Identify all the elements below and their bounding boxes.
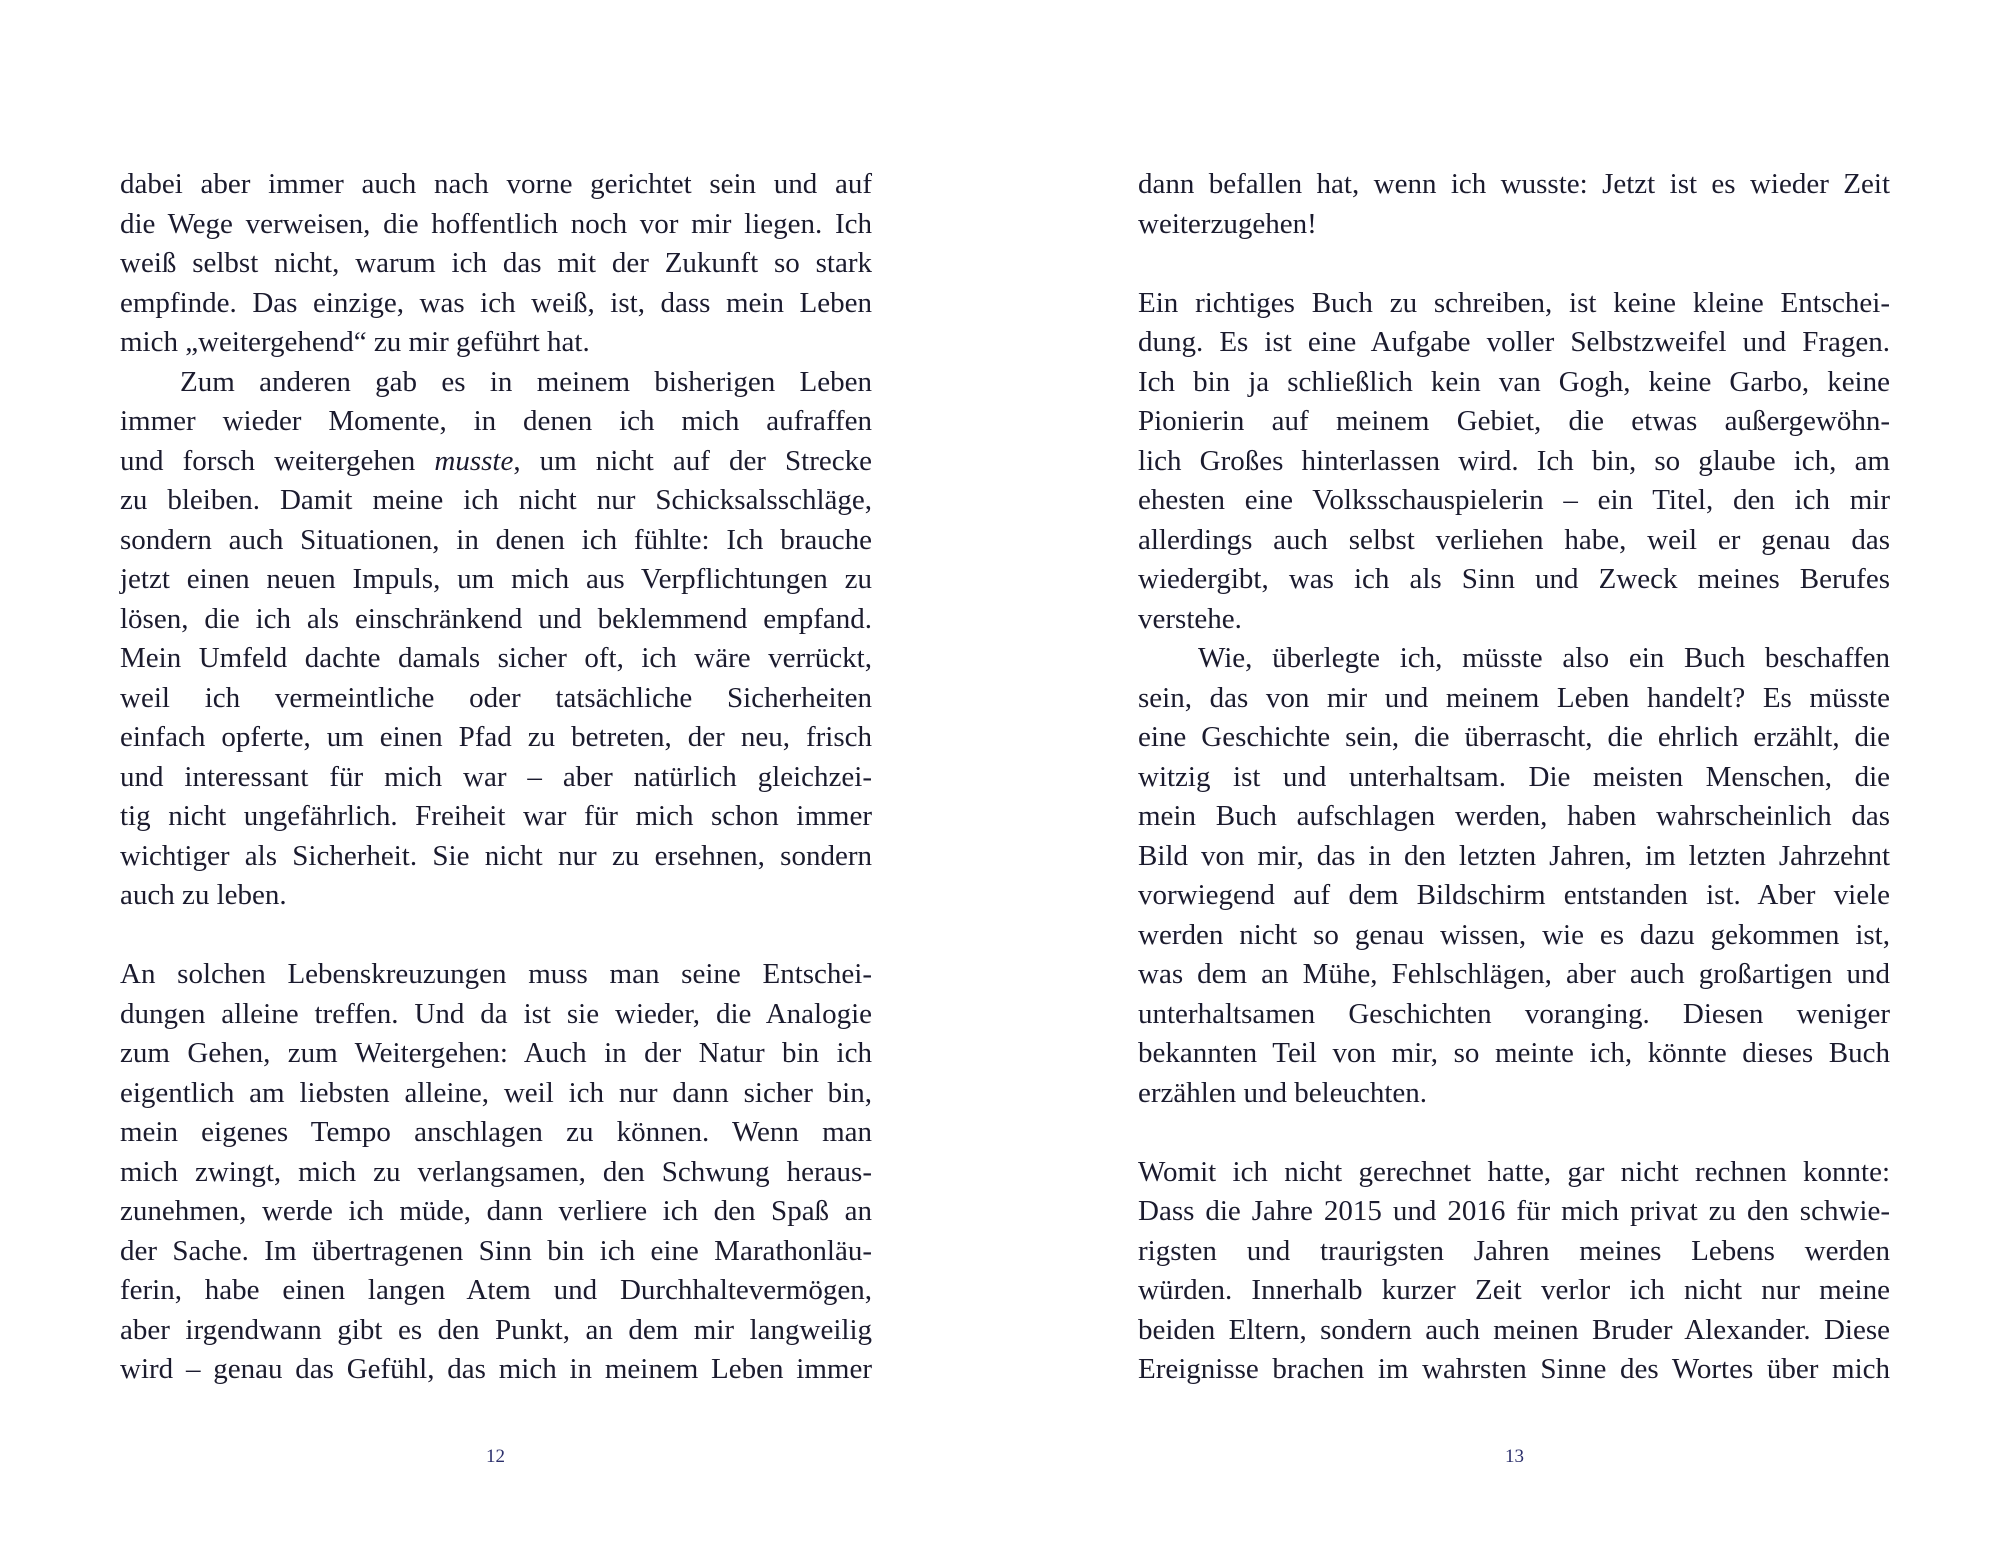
text-line: weiterzugehen! (1138, 207, 1317, 240)
text-line: Ereignisse brachen im wahrsten Sinne des Wortes über mich (1138, 1353, 1890, 1385)
text-line (120, 442, 872, 482)
text-line: dabei aber immer auch nach vorne gerichtet sein und auf (120, 168, 872, 200)
text-line: aber irgendwann gibt es den Punkt, an dem mir langweilig (120, 1313, 872, 1346)
text-line: mein Buch aufschlagen werden, haben wahrscheinlich das (1138, 800, 1890, 832)
text-line: lösen, die ich als einschränkend und beklemmend empfand. (120, 602, 872, 635)
text-line: ehesten eine Volksschauspielerin – ein Titel, den ich mir (1138, 484, 1890, 516)
text-line: sondern auch Situationen, in denen ich fühlte: Ich brauche (120, 523, 872, 556)
text-line: wiedergibt, was ich als Sinn und Zweck meines Berufes (1138, 563, 1890, 595)
text-line: verstehe. (1138, 602, 1242, 635)
text-line: Dass die Jahre 2015 und 2016 für mich privat zu den schwie- (1138, 1195, 1890, 1227)
text-line: was dem an Mühe, Fehlschlägen, aber auch großartigen und (1138, 958, 1890, 990)
text-line: vorwiegend auf dem Bildschirm entstanden ist. Aber viele (1138, 879, 1890, 911)
text-line: rigsten und traurigsten Jahren meines Lebens werden (1138, 1234, 1890, 1267)
right-page-text (1138, 165, 1890, 1390)
text-line: Ein richtiges Buch zu schreiben, ist keine kleine Entschei- (1138, 286, 1890, 319)
text-line: beiden Eltern, sondern auch meinen Bruder Alexander. Diese (1138, 1313, 1890, 1346)
text-line: einfach opferte, um einen Pfad zu betreten, der neu, frisch (120, 721, 872, 753)
text-line: An solchen Lebenskreuzungen muss man seine Entschei- (120, 958, 872, 990)
text-line: dungen alleine treffen. Und da ist sie wieder, die Analogie (120, 997, 872, 1030)
text-line: Bild von mir, das in den letzten Jahren, im letzten Jahrzehnt (1138, 839, 1890, 872)
text-line: werden nicht so genau wissen, wie es dazu gekommen ist, (1138, 918, 1890, 951)
text-line: Zum anderen gab es in meinem bisherigen Leben (180, 365, 872, 398)
paragraph-gap (1138, 244, 1890, 284)
text-line: eigentlich am liebsten alleine, weil ich nur dann sicher bin, (120, 1076, 872, 1109)
text-line: lich Großes hinterlassen wird. Ich bin, so glaube ich, am (1138, 444, 1890, 477)
text-line: mein eigenes Tempo anschlagen zu können. Wenn man (120, 1116, 872, 1148)
text-segment: , um nicht auf der Strecke (513, 444, 872, 477)
text-line: Ich bin ja schließlich kein van Gogh, keine Garbo, keine (1138, 365, 1890, 398)
text-line: zunehmen, werde ich müde, dann verliere ich den Spaß an (120, 1195, 872, 1227)
text-segment: und forsch weitergehen (120, 444, 435, 477)
text-line: weiß selbst nicht, warum ich das mit der Zukunft so stark (120, 247, 872, 279)
left-page-number: 12 (486, 1446, 505, 1467)
text-line: die Wege verweisen, die hoffentlich noch vor mir liegen. Ich (120, 207, 872, 240)
text-line: wichtiger als Sicherheit. Sie nicht nur zu ersehnen, sondern (120, 839, 872, 872)
text-line: allerdings auch selbst verliehen habe, weil er genau das (1138, 523, 1890, 556)
text-line: tig nicht ungefährlich. Freiheit war für mich schon immer (120, 800, 872, 832)
text-line: unterhaltsamen Geschichten voranging. Diesen weniger (1138, 997, 1890, 1030)
text-line: und interessant für mich war – aber natürlich gleichzei- (120, 760, 872, 793)
text-line: der Sache. Im übertragenen Sinn bin ich eine Marathonläu- (120, 1234, 872, 1267)
text-line: dann befallen hat, wenn ich wusste: Jetzt ist es wieder Zeit (1138, 168, 1890, 200)
text-line: witzig ist und unterhaltsam. Die meisten Menschen, die (1138, 760, 1890, 793)
text-line: würden. Innerhalb kurzer Zeit verlor ich nicht nur meine (1138, 1274, 1890, 1306)
paragraph-gap (1138, 1113, 1890, 1153)
paragraph-gap (120, 916, 872, 956)
text-line: wird – genau das Gefühl, das mich in meinem Leben immer (120, 1353, 872, 1385)
text-line: Womit ich nicht gerechnet hatte, gar nicht rechnen konnte: (1138, 1155, 1890, 1188)
left-page-text (120, 165, 872, 1390)
text-line: zu bleiben. Damit meine ich nicht nur Schicksalsschläge, (120, 484, 872, 516)
text-line: auch zu leben. (120, 879, 287, 911)
text-line: zum Gehen, zum Weitergehen: Auch in der Natur bin ich (120, 1037, 872, 1069)
text-line: sein, das von mir und meinem Leben handelt? Es müsste (1138, 681, 1890, 714)
text-line: bekannten Teil von mir, so meinte ich, könnte dieses Buch (1138, 1037, 1890, 1069)
right-page-number: 13 (1505, 1446, 1524, 1467)
text-line: eine Geschichte sein, die überrascht, die ehrlich erzählt, die (1138, 721, 1890, 753)
text-line: Pionierin auf meinem Gebiet, die etwas außergewöhn- (1138, 405, 1890, 437)
text-line: mich „weitergehend“ zu mir geführt hat. (120, 326, 590, 358)
text-line: ferin, habe einen langen Atem und Durchhaltevermögen, (120, 1274, 872, 1306)
text-line: immer wieder Momente, in denen ich mich aufraffen (120, 405, 872, 437)
text-line: erzählen und beleuchten. (1138, 1076, 1428, 1109)
text-line: jetzt einen neuen Impuls, um mich aus Verpflichtungen zu (120, 563, 872, 595)
text-line: Wie, überlegte ich, müsste also ein Buch beschaffen (1198, 642, 1890, 674)
text-line: dung. Es ist eine Aufgabe voller Selbstzweifel und Fragen. (1138, 326, 1890, 358)
text-line: mich zwingt, mich zu verlangsamen, den Schwung heraus- (120, 1155, 872, 1188)
text-line: weil ich vermeintliche oder tatsächliche Sicherheiten (120, 681, 872, 714)
text-line: empfinde. Das einzige, was ich weiß, ist, dass mein Leben (120, 286, 872, 319)
text-line: Mein Umfeld dachte damals sicher oft, ich wäre verrückt, (120, 642, 872, 674)
emphasized-word: musste (434, 444, 514, 477)
